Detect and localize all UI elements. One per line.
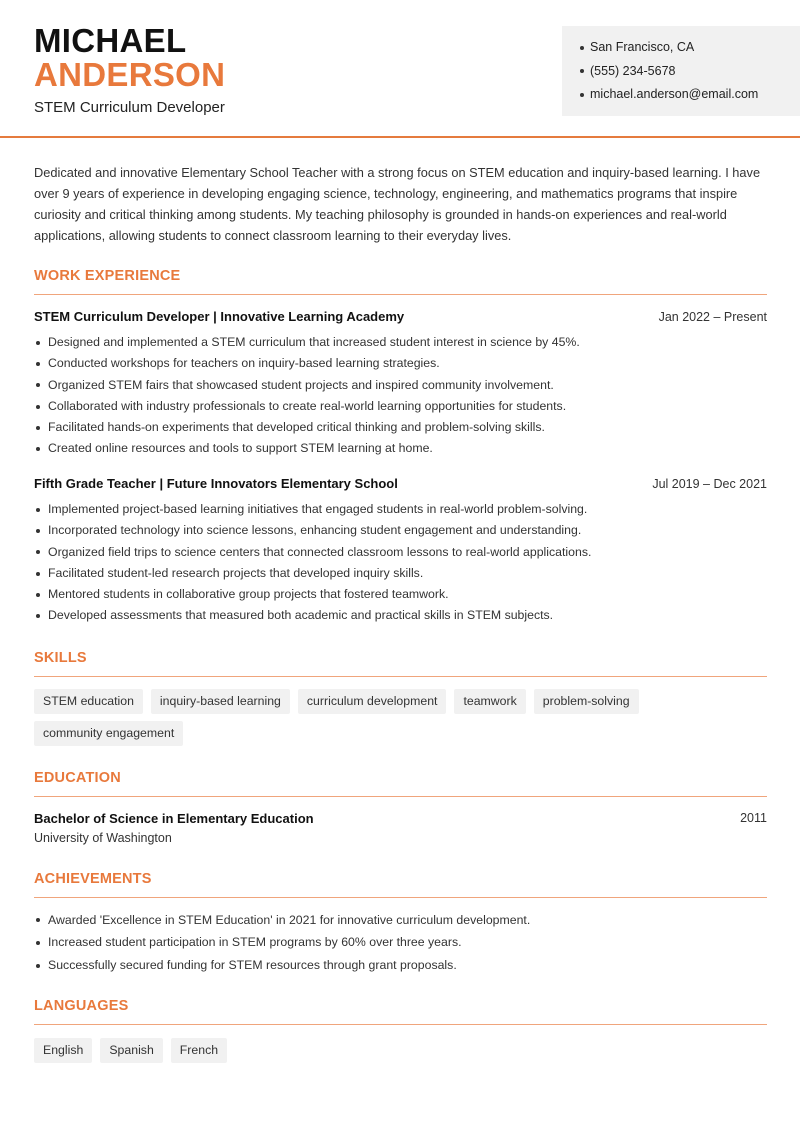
education-degree: Bachelor of Science in Elementary Education bbox=[34, 811, 314, 826]
bullet-text: Created online resources and tools to support STEM learning at home. bbox=[48, 441, 433, 456]
bullet-icon bbox=[36, 593, 40, 597]
bullet-icon bbox=[36, 508, 40, 512]
list-item bbox=[34, 605, 767, 626]
bullet-text: Facilitated hands-on experiments that developed critical thinking and problem-solving skills. bbox=[48, 420, 545, 435]
job-dates: Jul 2019 – Dec 2021 bbox=[652, 477, 767, 491]
bullet-icon bbox=[580, 46, 584, 50]
bullet-text: Mentored students in collaborative group projects that fostered teamwork. bbox=[48, 587, 449, 602]
job-dates: Jan 2022 – Present bbox=[658, 310, 767, 324]
list-item bbox=[34, 542, 767, 563]
list-item bbox=[34, 417, 767, 438]
bullet-text: Organized field trips to science centers that connected classroom lessons to real-world applications. bbox=[48, 544, 592, 559]
achievements-heading: ACHIEVEMENTS bbox=[34, 871, 152, 887]
bullet-icon bbox=[36, 918, 40, 922]
contact-location bbox=[580, 36, 800, 60]
bullet-icon bbox=[36, 964, 40, 968]
list-item bbox=[34, 353, 767, 374]
list-item bbox=[34, 932, 767, 955]
contact-list bbox=[562, 26, 800, 107]
list-item bbox=[34, 438, 767, 459]
last-name: ANDERSON bbox=[34, 56, 226, 93]
bullet-icon bbox=[580, 93, 584, 97]
language-chip: English bbox=[34, 1038, 92, 1063]
language-chip: French bbox=[171, 1038, 227, 1063]
education-year: 2011 bbox=[740, 811, 767, 825]
phone-text: (555) 234-5678 bbox=[590, 63, 676, 78]
bullet-text: Designed and implemented a STEM curriculum that increased student interest in science by 45%. bbox=[48, 335, 580, 349]
job-role: STEM Curriculum Developer | Innovative Learning Academy bbox=[34, 309, 405, 324]
skill-chip: teamwork bbox=[454, 689, 525, 714]
bullet-icon bbox=[36, 362, 40, 366]
bullet-icon bbox=[36, 572, 40, 576]
list-item bbox=[34, 584, 767, 605]
bullet-text: Organized STEM fairs that showcased student projects and inspired community involvement. bbox=[48, 377, 554, 392]
languages-heading: LANGUAGES bbox=[34, 998, 129, 1014]
list-item bbox=[34, 520, 767, 541]
bullet-icon bbox=[580, 69, 584, 73]
list-item bbox=[34, 954, 767, 977]
bullet-icon bbox=[36, 383, 40, 387]
bullet-text: Facilitated student-led research projects that developed inquiry skills. bbox=[48, 565, 424, 580]
first-name: MICHAEL bbox=[34, 22, 187, 59]
bullet-text: Conducted workshops for teachers on inquiry-based learning strategies. bbox=[48, 356, 440, 371]
bullet-text: Awarded 'Excellence in STEM Education' in 2021 for innovative curriculum development. bbox=[48, 912, 531, 927]
bullet-icon bbox=[36, 405, 40, 409]
contact-email[interactable] bbox=[580, 83, 800, 107]
location-text: San Francisco, CA bbox=[590, 40, 695, 55]
job-bullets bbox=[34, 332, 767, 460]
bullet-icon bbox=[36, 614, 40, 618]
list-item bbox=[34, 499, 767, 520]
language-chip: Spanish bbox=[100, 1038, 162, 1063]
work-experience-heading: WORK EXPERIENCE bbox=[34, 268, 181, 284]
job-title: STEM Curriculum Developer bbox=[34, 99, 225, 116]
list-item bbox=[34, 909, 767, 932]
languages-chips bbox=[34, 1038, 767, 1070]
skills-heading: SKILLS bbox=[34, 650, 87, 666]
section-divider bbox=[34, 796, 767, 797]
skill-chip: problem-solving bbox=[534, 689, 639, 714]
bullet-icon bbox=[36, 341, 40, 345]
contact-box bbox=[562, 26, 800, 116]
bullet-text: Incorporated technology into science lessons, enhancing student engagement and understanding. bbox=[48, 523, 582, 538]
section-divider bbox=[34, 897, 767, 898]
list-item bbox=[34, 332, 767, 353]
list-item bbox=[34, 396, 767, 417]
achievements-list bbox=[34, 909, 767, 977]
education-school: University of Washington bbox=[34, 831, 172, 845]
resume-header bbox=[0, 0, 800, 138]
bullet-icon bbox=[36, 426, 40, 430]
job-bullets bbox=[34, 499, 767, 627]
email-text[interactable]: michael.anderson@email.com bbox=[590, 87, 759, 102]
section-divider bbox=[34, 294, 767, 295]
skill-chip: community engagement bbox=[34, 721, 183, 746]
summary-paragraph: Dedicated and innovative Elementary School Teacher with a strong focus on STEM education and inquiry-based learning. I have over 9 years of experience in developing engaging science, technology, engineering, and mathematics programs that inspire curiosity and critical thinking among students. My teaching philosophy is grounded in hands-on experiences and real-world applications, allowing students to connect classroom learning to their everyday lives. bbox=[34, 165, 761, 243]
skills-chips bbox=[34, 689, 767, 753]
bullet-text: Collaborated with industry professionals to create real-world learning opportunities for students. bbox=[48, 398, 567, 413]
list-item bbox=[34, 563, 767, 584]
bullet-icon bbox=[36, 447, 40, 451]
list-item bbox=[34, 375, 767, 396]
skill-chip: inquiry-based learning bbox=[151, 689, 290, 714]
bullet-icon bbox=[36, 529, 40, 533]
bullet-text: Implemented project-based learning initiatives that engaged students in real-world problem-solving. bbox=[48, 502, 588, 516]
section-divider bbox=[34, 1024, 767, 1025]
bullet-icon bbox=[36, 941, 40, 945]
section-divider bbox=[34, 676, 767, 677]
contact-phone bbox=[580, 60, 800, 84]
skill-chip: curriculum development bbox=[298, 689, 447, 714]
skill-chip: STEM education bbox=[34, 689, 143, 714]
bullet-text: Developed assessments that measured both academic and practical skills in STEM subjects. bbox=[48, 608, 554, 623]
job-role: Fifth Grade Teacher | Future Innovators Elementary School bbox=[34, 476, 398, 491]
bullet-icon bbox=[36, 550, 40, 554]
education-heading: EDUCATION bbox=[34, 770, 121, 786]
bullet-text: Increased student participation in STEM programs by 60% over three years. bbox=[48, 935, 462, 950]
job-header bbox=[34, 309, 767, 324]
job-header bbox=[34, 476, 767, 491]
bullet-text: Successfully secured funding for STEM resources through grant proposals. bbox=[48, 958, 457, 973]
